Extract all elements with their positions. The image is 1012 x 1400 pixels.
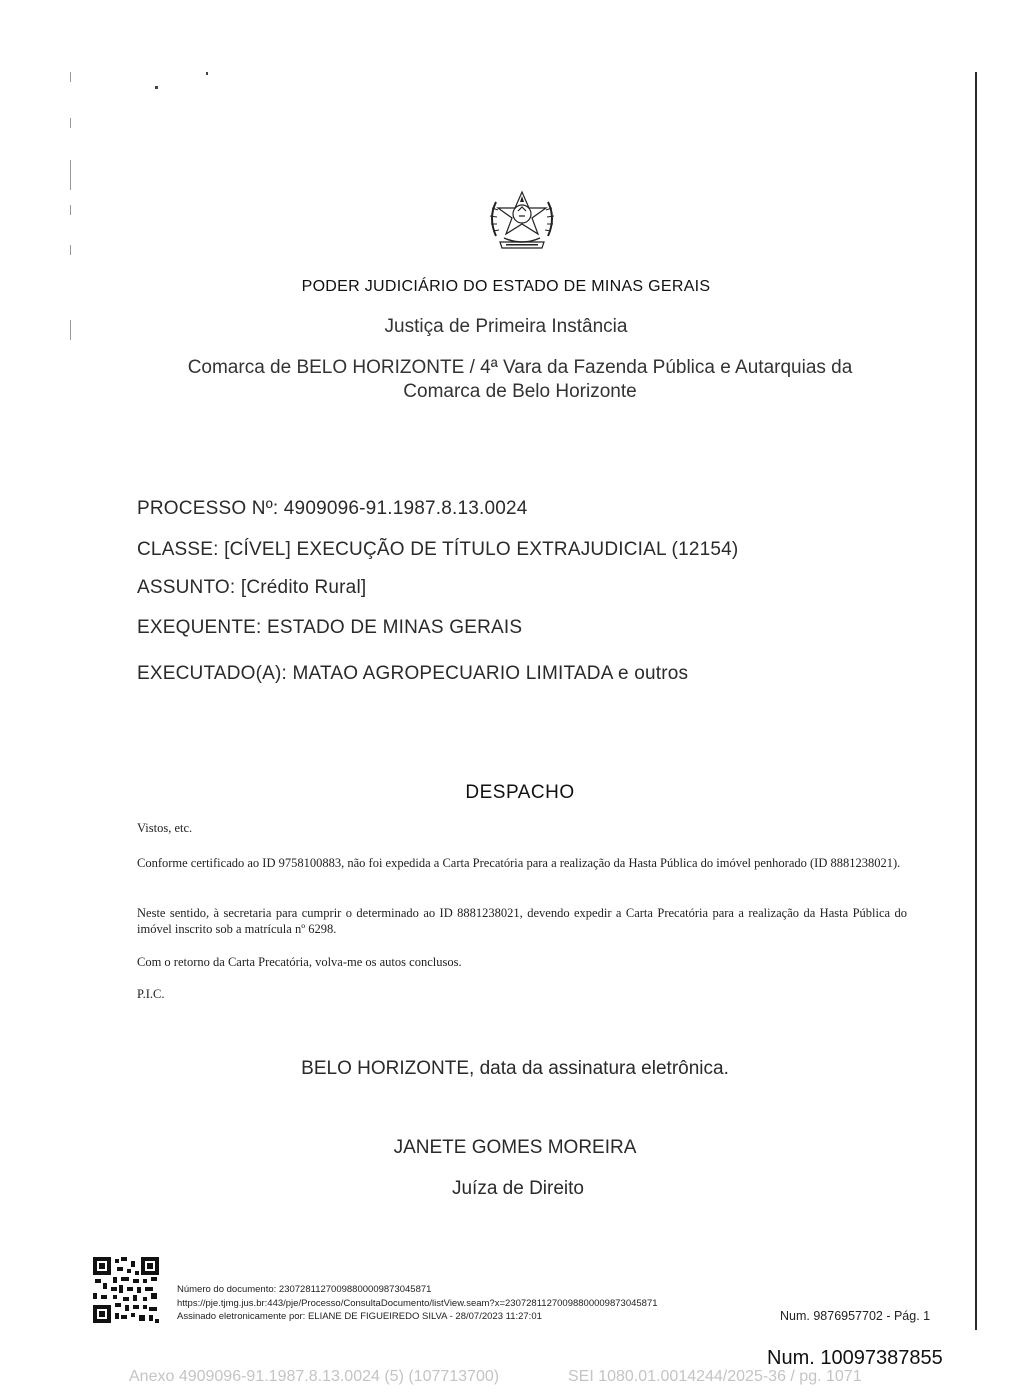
footer-annex: Anexo 4909096-91.1987.8.13.0024 (5) (107713700) — [129, 1368, 500, 1385]
court-instance: Justiça de Primeira Instância — [384, 316, 628, 337]
classe-field: CLASSE: [CÍVEL] EXECUÇÃO DE TÍTULO EXTRAJUDICIAL (12154) — [137, 539, 739, 560]
despacho-paragraph: Neste sentido, à secretaria para cumprir o determinado ao ID 8881238021, devendo expedir a Carta Precatória para a realização da Hasta Pública do imóvel inscrito sob a matrícula nº 6298. — [137, 906, 907, 936]
footer-num: Num. 10097387855 — [767, 1347, 943, 1369]
assunto-field: ASSUNTO: [Crédito Rural] — [137, 577, 367, 598]
scan-speck — [70, 118, 71, 128]
qr-code-icon — [93, 1257, 159, 1323]
signed-by: Assinado eletronicamente por: ELIANE DE FIGUEIREDO SILVA - 28/07/2023 11:27:01 — [177, 1311, 542, 1322]
document-metadata — [177, 1283, 658, 1324]
scan-dot — [155, 86, 158, 89]
scan-speck — [70, 205, 71, 215]
scan-dot — [206, 72, 208, 75]
despacho-paragraph: Vistos, etc. — [137, 821, 193, 835]
footer-sei: SEI 1080.01.0014244/2025-36 / pg. 1071 — [568, 1368, 862, 1385]
num-page: Num. 9876957702 - Pág. 1 — [780, 1309, 931, 1323]
court-name: PODER JUDICIÁRIO DO ESTADO DE MINAS GERAIS — [301, 278, 711, 295]
despacho-paragraph: P.I.C. — [137, 987, 165, 1001]
judge-role: Juíza de Direito — [451, 1178, 584, 1199]
place-date: BELO HORIZONTE, data da assinatura eletrônica. — [301, 1058, 729, 1079]
despacho-paragraph: Conforme certificado ao ID 9758100883, não foi expedida a Carta Precatória para a realização da Hasta Pública do imóvel penhorado (ID 8881238021). — [137, 856, 901, 870]
scan-speck — [70, 160, 71, 190]
executado-field: EXECUTADO(A): MATAO AGROPECUARIO LIMITADA e outros — [137, 663, 689, 684]
despacho-paragraph: Com o retorno da Carta Precatória, volva-me os autos conclusos. — [137, 955, 462, 969]
judge-name: JANETE GOMES MOREIRA — [393, 1137, 637, 1158]
processo-field: PROCESSO Nº: 4909096-91.1987.8.13.0024 — [137, 498, 528, 519]
document-url[interactable]: https://pje.tjmg.jus.br:443/pje/Processo/ConsultaDocumento/listView.seam?x=23072811270098800009873045871 — [177, 1297, 658, 1309]
comarca-line-1: Comarca de BELO HORIZONTE / 4ª Vara da Fazenda Pública e Autarquias da — [187, 357, 853, 378]
coat-of-arms-icon — [482, 188, 562, 254]
despacho-title: DESPACHO — [465, 782, 575, 803]
document-number: Número do documento: 23072811270098800009873045871 — [177, 1284, 432, 1295]
scan-speck — [70, 245, 71, 255]
comarca-line-2: Comarca de Belo Horizonte — [403, 381, 637, 402]
exequente-field: EXEQUENTE: ESTADO DE MINAS GERAIS — [137, 617, 523, 638]
scan-speck — [70, 72, 71, 82]
court-comarca — [160, 356, 880, 404]
